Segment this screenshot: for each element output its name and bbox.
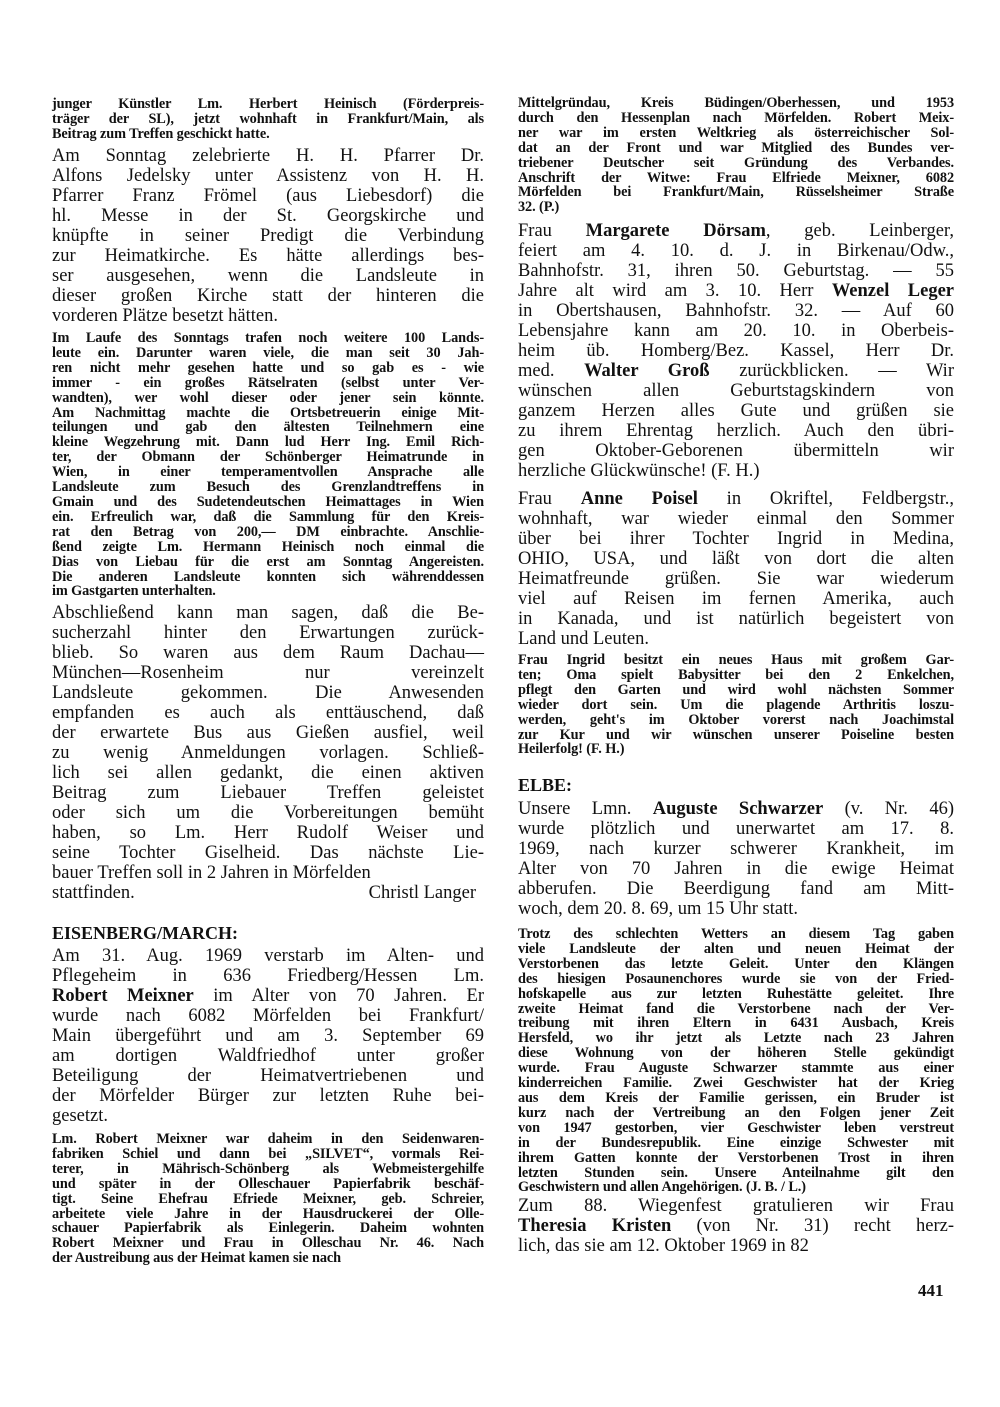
text-line: teilungen und gab den ältesten Teilnehmern eine	[52, 419, 484, 436]
text-line: ten; Oma spielt Babysitter bei den 2 Enkelchen,	[518, 666, 954, 683]
text-line: träger der SL), jetzt wohnhaft in Frankfurt/Main, als	[52, 110, 484, 127]
text-line: terer, in Mährisch-Schönberg als Webmeistergehilfe	[52, 1160, 484, 1177]
section-heading-eisenberg: EISENBERG/MARCH:	[52, 923, 239, 943]
text-line: aus dem Kreis der Familie gerissen, ein Bruder ist	[518, 1089, 954, 1106]
text-line: ein. Erfreulich war, daß die Sammlung für den Kreis-	[52, 508, 484, 525]
text-line: pflegt den Garten und wird wohl nächsten Sommer	[518, 681, 954, 698]
text-line: ihrem Gatten konnte der Verstorbenen Trost in ihren	[518, 1149, 954, 1166]
person-name: Theresia Kristen	[518, 1216, 672, 1236]
text-line: Frau Ingrid besitzt ein neues Haus mit großem Gar-	[518, 652, 954, 668]
text-line: Pflegeheim in 636 Friedberg/Hessen Lm.	[52, 966, 484, 986]
person-name: Auguste Schwarzer	[652, 799, 824, 819]
text-line: des hiesigen Posaunenchores wurde sie von der Fried-	[518, 970, 954, 987]
text-line: in Kanada, und ist natürlich begeistert von	[518, 609, 954, 629]
text-line: ter, der Obmann der Schönberger Heimatrunde in	[52, 449, 484, 466]
text-segment: , geb. Leinberger,	[765, 221, 954, 241]
text-line: kurz nach der Vertreibung an den Folgen jener Zeit	[518, 1104, 954, 1121]
text-line: Anschrift der Witwe: Frau Elfriede Meixner, 6082	[518, 169, 954, 186]
text-line: diese Wohnung von der höheren Stelle gekündigt	[518, 1045, 954, 1062]
text-line: Lebensjahre kann am 20. 10. in Oberbeis-	[518, 321, 954, 341]
text-line	[518, 1216, 954, 1236]
text-line: München—Rosenheim nur vereinzelt	[52, 663, 484, 683]
text-line: wohnhaft, war wieder einmal den Sommer	[518, 509, 954, 529]
text-line	[518, 281, 954, 301]
text-line	[518, 361, 954, 381]
text-line: Am 31. Aug. 1969 verstarb im Alten- und	[52, 946, 484, 966]
text-line: fabriken Schiel und dann bei „SILVET“, vormals Rei-	[52, 1145, 484, 1162]
paragraph	[518, 799, 954, 919]
text-line: hofskapelle aus zur letzten Ruhestätte geleitet. Ihre	[518, 985, 954, 1002]
text-line: Geschwistern und allen Angehörigen. (J. B. / L.)	[518, 1179, 806, 1196]
paragraph	[52, 1132, 484, 1266]
text-line: Land und Leuten.	[518, 629, 649, 649]
paragraph	[52, 331, 484, 599]
text-line	[518, 221, 954, 241]
paragraph	[52, 146, 484, 326]
person-name: Margarete Dörsam	[585, 221, 766, 241]
text-line	[518, 799, 954, 819]
text-line: Heilerfolg! (F. H.)	[518, 741, 625, 758]
text-line: in Obertshausen, Bahnhofstr. 32. — Auf 60	[518, 301, 954, 321]
section-heading-elbe: ELBE:	[518, 775, 573, 795]
text-line: dat an der Front und war Mitglied des Bundes ver-	[518, 139, 954, 156]
text-line: ßend zeigte Lm. Hermann Heinisch noch einmal die	[52, 538, 484, 555]
text-line: junger Künstler Lm. Herbert Heinisch (Förderpreis-	[52, 96, 484, 112]
text-line: Abschließend kann man sagen, daß die Be-	[52, 603, 484, 623]
person-name: Wenzel Leger	[831, 281, 954, 301]
text-line: hl. Messe in der St. Georgskirche und	[52, 206, 484, 226]
text-line: Die anderen Landsleute konnten sich währenddessen	[52, 568, 484, 585]
person-name: Anne Poisel	[580, 489, 698, 509]
text-line: ren nicht mehr gesehen hatte und so gab es - wie	[52, 359, 484, 376]
text-line: immer - ein großes Rätselraten (selbst unter Ver-	[52, 374, 484, 391]
paragraph	[518, 927, 954, 1195]
text-line: viel auf Reisen im fernen Amerika, auch	[518, 589, 954, 609]
text-line: Landsleute zum Besuch des Grenzlandtreffens in	[52, 479, 484, 496]
text-line: der Mörfelder Bürger zur letzten Ruhe bei-	[52, 1086, 484, 1106]
text-line: 1969, nach kurzer schwerer Krankheit, im	[518, 839, 954, 859]
text-line: woch, dem 20. 8. 69, um 15 Uhr statt.	[518, 899, 799, 919]
person-name: Robert Meixner	[52, 986, 194, 1006]
text-line: zu wenig Anmeldungen vorlagen. Schließ-	[52, 743, 484, 763]
text-segment: zurückblicken. — Wir	[709, 361, 954, 381]
person-name: Walter Groß	[584, 361, 710, 381]
text-line: Beteiligung der Heimatvertriebenen und	[52, 1066, 484, 1086]
text-line: vorderen Plätze besetzt hätten.	[52, 306, 279, 326]
text-line: Trotz des schlechten Wetters an diesem Tag gaben	[518, 926, 954, 942]
text-line: letzten Stunden sein. Unsere Anteilnahme gilt den	[518, 1164, 954, 1181]
text-line: von 1947 gestorben, vier Geschwister leben verstreut	[518, 1119, 954, 1136]
text-line: leute ein. Darunter waren viele, die man seit 30 Jah-	[52, 344, 484, 361]
text-line: zur Kur und wir wünschen unserer Poiseline besten	[518, 726, 954, 743]
text-line: abberufen. Die Beerdigung fand am Mitt-	[518, 879, 954, 899]
text-segment: Jahre alt wird am 3. 10. Herr	[518, 281, 832, 301]
paragraph	[52, 97, 484, 142]
text-line: Landsleute gekommen. Die Anwesenden	[52, 683, 484, 703]
text-line: Alter von 70 Jahren in die ewige Heimat	[518, 859, 954, 879]
text-segment: (von Nr. 31) recht herz-	[671, 1216, 954, 1236]
text-segment: im Alter von 70 Jahren. Er	[193, 986, 485, 1006]
text-line: feiert am 4. 10. d. J. in Birkenau/Odw.,	[518, 241, 954, 261]
text-line: Lm. Robert Meixner war daheim in den Seidenwaren-	[52, 1131, 484, 1147]
paragraph	[518, 221, 954, 481]
text-line: arbeitete viele Jahre in der Hausdruckerei der Olle-	[52, 1205, 484, 1222]
text-line: dieser großen Kirche statt der hinteren die	[52, 286, 484, 306]
text-line: werden, geht's im Oktober vorerst nach Joachimstal	[518, 711, 954, 728]
text-line: schauer Papierfabrik als Einlegerin. Daheim wohnten	[52, 1220, 484, 1237]
text-line: wurde. Frau Auguste Schwarzer stammte aus einer	[518, 1060, 954, 1077]
text-line: in der Bundesrepublik. Eine einzige Schwester mit	[518, 1134, 954, 1151]
text-line: Dias von Liebau für die erst am Sonntag Angereisten.	[52, 553, 484, 570]
text-line: ner war im ersten Weltkrieg als österreichischer Sol-	[518, 124, 954, 141]
text-line: am dortigen Waldfriedhof unter großer	[52, 1046, 484, 1066]
paragraph	[518, 489, 954, 649]
text-line: Main übergeführt und am 3. September 69	[52, 1026, 484, 1046]
paragraph	[518, 653, 954, 757]
text-line: Pfarrer Franz Frömel (aus Liebesdorf) die	[52, 186, 484, 206]
text-line: Robert Meixner und Frau in Olleschau Nr. 46. Nach	[52, 1235, 484, 1252]
text-line: ganzem Herzen alles Gute und grüßen sie	[518, 401, 954, 421]
text-line: tigt. Seine Ehefrau Efriede Meixner, geb. Schreier,	[52, 1190, 484, 1207]
text-line: treibung mit ihren Eltern in 6431 Ausbach, Kreis	[518, 1015, 954, 1032]
text-line: Beitrag zum Treffen geschickt hatte.	[52, 125, 270, 142]
text-line: Gmain und des Sudetendeutschen Heimattages in Wien	[52, 493, 484, 510]
text-line: wurde plötzlich und unerwartet am 17. 8.	[518, 819, 954, 839]
text-line: Mörfelden bei Frankfurt/Main, Rüsselsheimer Straße	[518, 184, 954, 201]
text-line: 32. (P.)	[518, 199, 560, 216]
text-line: wieder dort sein. Um die plagende Arthritis loszu-	[518, 696, 954, 713]
text-line: Beitrag zum Liebauer Treffen geleistet	[52, 783, 484, 803]
text-line: lich sei allen gedankt, die einen aktiven	[52, 763, 484, 783]
text-line: OHIO, USA, und läßt von dort die alten	[518, 549, 954, 569]
paragraph	[52, 946, 484, 1126]
text-line: Alfons Jedelsky unter Assistenz von H. H.	[52, 166, 484, 186]
text-line: seine Tochter Giselheid. Das nächste Lie-	[52, 843, 484, 863]
paragraph-end: stattfinden.	[52, 883, 135, 903]
text-line: kinderreichen Familie. Zwei Geschwister hat der Krieg	[518, 1075, 954, 1092]
text-line: haben, so Lm. Herr Rudolf Weiser und	[52, 823, 484, 843]
text-line: Im Laufe des Sonntags trafen noch weitere 100 Lands-	[52, 330, 484, 346]
text-line: lich, das sie am 12. Oktober 1969 in 82	[518, 1236, 809, 1256]
text-line: und später in der Olleschauer Papierfabrik beschäf-	[52, 1175, 484, 1192]
paragraph	[518, 96, 954, 215]
text-line: ser ausgesehen, wenn die Landsleute in	[52, 266, 484, 286]
paragraph	[518, 1196, 954, 1256]
text-line: Verstorbenen das letzte Geleit. Unter den Klängen	[518, 955, 954, 972]
text-line: kleine Wegzehrung mit. Dann lud Herr Ing. Emil Rich-	[52, 434, 484, 451]
text-line: sucherzahl hinter den Erwartungen zurück-	[52, 623, 484, 643]
text-line: triebener Deutscher seit Gründung des Verbandes.	[518, 154, 954, 171]
text-segment: Frau	[518, 221, 586, 241]
text-segment: Unsere Lmn.	[518, 799, 653, 819]
text-line: oder sich um die Vorbereitungen bemüht	[52, 803, 484, 823]
author-signature: Christl Langer	[368, 883, 476, 903]
text-segment: in Okriftel, Feldbergstr.,	[697, 489, 954, 509]
text-line: Bahnhofstr. 31, ihren 50. Geburtstag. — 55	[518, 261, 954, 281]
text-line: zu ihrem Ehrentag herzlich. Auch den übri-	[518, 421, 954, 441]
text-line: knüpfte in seiner Predigt die Verbindung	[52, 226, 484, 246]
text-line: viele Landsleute der alten und neuen Heimat der	[518, 940, 954, 957]
text-line	[52, 986, 484, 1006]
text-line: blieb. So waren aus dem Raum Dachau—	[52, 643, 484, 663]
text-line: Mittelgründau, Kreis Büdingen/Oberhessen, und 1953	[518, 95, 954, 111]
text-line: gesetzt.	[52, 1106, 108, 1126]
text-segment: med.	[518, 361, 585, 381]
text-line: Hersfeld, wo ihr jetzt als Letzte nach 23 Jahren	[518, 1030, 954, 1047]
signature-line	[52, 883, 484, 903]
text-line: Heimatfreunde grüßen. Sie war wiederum	[518, 569, 954, 589]
text-line: durch den Hessenplan nach Mörfelden. Robert Meix-	[518, 109, 954, 126]
text-line: wünschen allen Geburtstagskindern von	[518, 381, 954, 401]
text-line: Am Sonntag zelebrierte H. H. Pfarrer Dr.	[52, 146, 484, 166]
text-line: im Gastgarten unterhalten.	[52, 583, 216, 600]
text-line: bauer Treffen soll in 2 Jahren in Mörfelden	[52, 863, 371, 883]
text-line: gen Oktober-Geborenen übermitteln wir	[518, 441, 954, 461]
text-line: rat den Betrag von 200,— DM einbrachte. Anschlie-	[52, 523, 484, 540]
text-line: zur Heimatkirche. Es hätte allerdings bes-	[52, 246, 484, 266]
text-line: Am Nachmittag machte die Ortsbetreuerin einige Mit-	[52, 404, 484, 421]
paragraph	[52, 603, 484, 883]
text-line	[518, 489, 954, 509]
text-line: empfanden es auch als enttäuschend, daß	[52, 703, 484, 723]
text-line: heim üb. Homberg/Bez. Kassel, Herr Dr.	[518, 341, 954, 361]
text-segment: Frau	[518, 489, 581, 509]
page-number: 441	[918, 1281, 944, 1300]
text-line: zweite Heimat fand die Verstorbene nach der Ver-	[518, 1000, 954, 1017]
text-line: über bei ihrer Tochter Ingrid in Medina,	[518, 529, 954, 549]
text-line: der erwartete Bus aus Gießen ausfiel, weil	[52, 723, 484, 743]
text-line: Zum 88. Wiegenfest gratulieren wir Frau	[518, 1196, 954, 1216]
text-line: wandten), wer wohl dieser oder jener sein könnte.	[52, 389, 484, 406]
text-line: Wien, in einer temperamentvollen Ansprache alle	[52, 464, 484, 481]
text-line: herzliche Glückwünsche! (F. H.)	[518, 461, 760, 481]
text-segment: (v. Nr. 46)	[823, 799, 954, 819]
text-line: wurde nach 6082 Mörfelden bei Frankfurt/	[52, 1006, 484, 1026]
text-line: der Austreibung aus der Heimat kamen sie nach	[52, 1250, 342, 1267]
